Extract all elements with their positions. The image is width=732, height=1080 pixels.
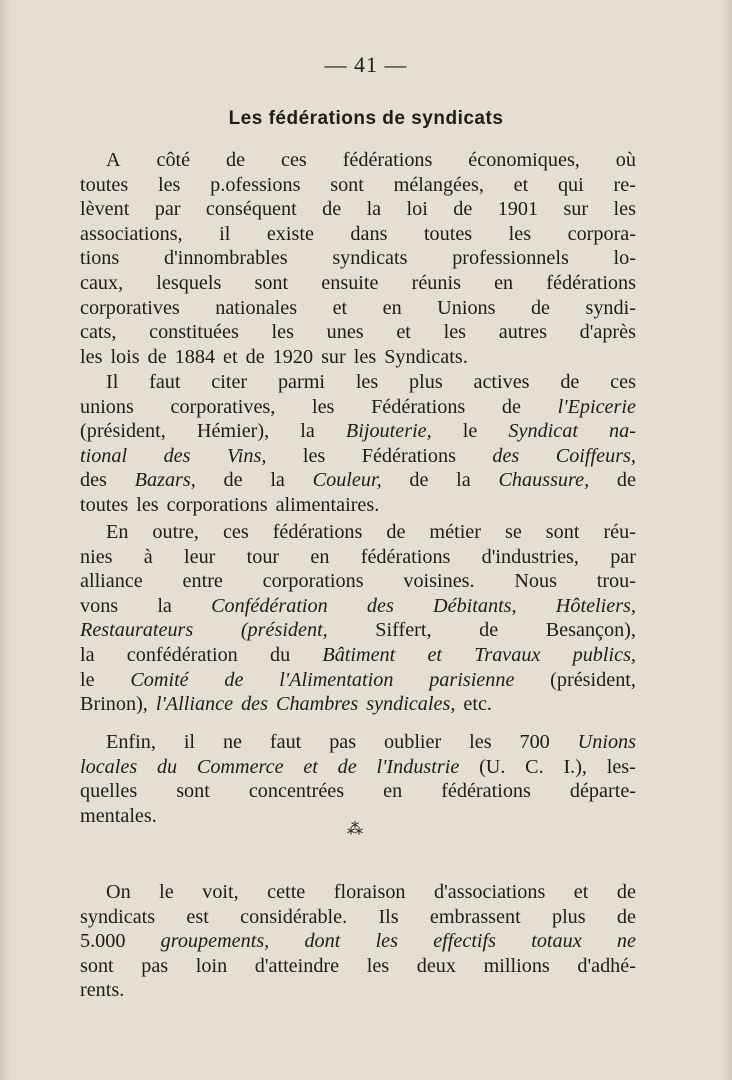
text-line: unions corporatives, les Fédérations de l'Epicerie (80, 395, 636, 418)
page-edge-right (722, 0, 732, 1080)
text-line: 5.000 groupements, dont les effectifs totaux ne (80, 930, 636, 953)
text-line: Il faut citer parmi les plus actives de ces (106, 371, 636, 393)
text-line: mentales. (80, 804, 157, 827)
text-line: On le voit, cette floraison d'associations et de (106, 881, 636, 903)
text-line: rents. (80, 979, 125, 1002)
text-line: lèvent par conséquent de la loi de 1901 sur les (80, 198, 636, 221)
text-line: vons la Confédération des Débitants, Hôteliers, (80, 594, 636, 617)
paragraph-3 (80, 520, 636, 717)
paragraph-5 (80, 880, 636, 1003)
page-edge-left (0, 0, 12, 1080)
text-line: des Bazars, de la Couleur, de la Chaussure, de (80, 469, 636, 492)
text-line: la confédération du Bâtiment et Travaux publics, (80, 643, 636, 666)
text-line: En outre, ces fédérations de métier se sont réu- (106, 521, 636, 543)
paragraph-2 (80, 370, 636, 518)
text-line: les lois de 1884 et de 1920 sur les Syndicats. (80, 345, 468, 368)
text-line: syndicats est considérable. Ils embrassent plus de (80, 905, 636, 928)
text-line: locales du Commerce et de l'Industrie (U. C. I.), les- (80, 755, 636, 778)
text-line: alliance entre corporations voisines. Nous trou- (80, 570, 636, 593)
page-number: — 41 — (324, 52, 408, 77)
text-line: Enfin, il ne faut pas oublier les 700 Unions (106, 731, 636, 753)
text-line: Restaurateurs (président, Siffert, de Besançon), (80, 619, 636, 642)
text-line: nies à leur tour en fédérations d'industries, par (80, 545, 636, 568)
paragraph-4 (80, 730, 636, 828)
section-heading: Les fédérations de syndicats (228, 108, 504, 129)
text-line: tions d'innombrables syndicats professionnels lo- (80, 247, 636, 270)
text-line: tional des Vins, les Fédérations des Coiffeurs, (80, 444, 636, 467)
text-line: cats, constituées les unes et les autres d'après (80, 321, 636, 344)
paragraph-1 (80, 148, 636, 369)
text-line: (président, Hémier), la Bijouterie, le Syndicat na- (80, 420, 636, 443)
text-line: corporatives nationales et en Unions de syndi- (80, 296, 636, 319)
text-line: quelles sont concentrées en fédérations départe- (80, 780, 636, 803)
asterism-separator: ⁂ (347, 821, 363, 838)
text-line: associations, il existe dans toutes les corpora- (80, 222, 636, 245)
text-line: toutes les corporations alimentaires. (80, 493, 380, 516)
text-line: A côté de ces fédérations économiques, où (106, 149, 636, 171)
text-line: Brinon), l'Alliance des Chambres syndicales, etc. (80, 693, 492, 716)
text-line: sont pas loin d'atteindre les deux millions d'adhé- (80, 954, 636, 977)
text-line: caux, lesquels sont ensuite réunis en fédérations (80, 271, 636, 294)
text-line: le Comité de l'Alimentation parisienne (président, (80, 668, 636, 691)
text-line: toutes les p.ofessions sont mélangées, et qui re- (80, 173, 636, 196)
